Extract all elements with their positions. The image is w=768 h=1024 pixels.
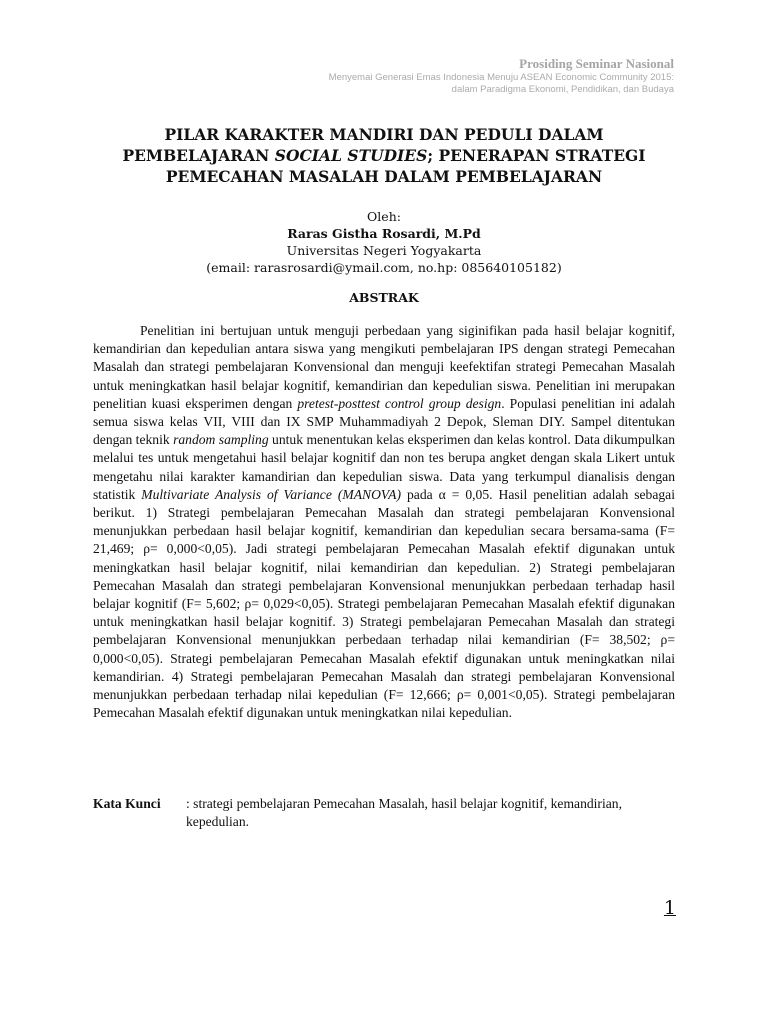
author-affiliation: Universitas Negeri Yogyakarta xyxy=(286,243,482,258)
author-contact: (email: rarasrosardi@ymail.com, no.hp: 085640105182) xyxy=(206,260,562,275)
title-line2-post: ; PENERAPAN STRATEGI xyxy=(427,146,646,165)
author-oleh: Oleh: xyxy=(367,209,401,224)
abstract-italic3: Multivariate Analysis of Variance (MANOVA) xyxy=(141,486,402,502)
header-subtitle-line1: Menyemai Generasi Emas Indonesia Menuju ASEAN Economic Community 2015: xyxy=(328,72,674,83)
title-line2-pre: PEMBELAJARAN xyxy=(122,146,275,165)
title-line2-italic: SOCIAL STUDIES xyxy=(274,146,428,165)
title-line1: PILAR KARAKTER MANDIRI DAN PEDULI DALAM xyxy=(164,125,604,144)
author-name: Raras Gistha Rosardi, M.Pd xyxy=(287,226,481,241)
keywords-label: Kata Kunci xyxy=(93,796,161,811)
keywords-value: : strategi pembelajaran Pemecahan Masalah, hasil belajar kognitif, kemandirian, kepedulian. xyxy=(186,796,622,829)
paper-title xyxy=(92,124,676,187)
journal-name: Prosiding Seminar Nasional xyxy=(519,56,674,71)
abstract-part1: Penelitian ini bertujuan untuk menguji perbedaan yang siginifikan pada hasil belajar kognitif, kemandirian dan kepedulian antara siswa yang mengikuti pembelajaran IPS dengan strategi Pemecahan Masalah dan strategi pembelajaran Konvensional dan menguji keefektifan strategi Pemecahan Masalah untuk meningkatkan hasil belajar kognitif, kemandirian dan kepedulian siswa. Penelitian ini merupakan penelitian kuasi eksperimen dengan xyxy=(93,323,675,411)
header-subtitle-line2: dalam Paradigma Ekonomi, Pendidikan, dan Budaya xyxy=(451,84,674,95)
title-line2 xyxy=(92,145,676,166)
title-line3: PEMECAHAN MASALAH DALAM PEMBELAJARAN xyxy=(165,167,603,186)
abstract-italic1: pretest-posttest control group design xyxy=(297,395,502,411)
abstract-part3: untuk menentukan kelas eksperimen dan kelas kontrol. Data dikumpulkan melalui tes untuk mengetahui hasil belajar kognitif dan non tes berupa angket dengan skala Likert untuk mengetahu nilai karakter kamandirian dan kepedulian siswa. Data yang terkumpul dianalisis dengan statistik xyxy=(93,432,676,502)
author-block xyxy=(92,208,676,276)
abstract-part4: pada α = 0,05. Hasil penelitian adalah sebagai berikut. 1) Strategi pembelajaran Pemecahan Masalah dan strategi pembelajaran Konvensional menunjukkan perbedaan hasil belajar kognitif, kemandirian dan kepedulian secara bersama-sama (F= 21,469; ρ= 0,000<0,05). Jadi strategi pembelajaran Pemecahan Masalah efektif digunakan untuk meningkatkan hasil belajar kognitif, nilai kemandirian dan kepedulian. 2) Strategi pembelajaran Pemecahan Masalah dan strategi pembelajaran Konvensional menunjukkan perbedaan terhadap hasil belajar kognitif (F= 5,602; ρ= 0,029<0,05). Strategi pembelajaran Pemecahan Masalah efektif digunakan untuk meningkatkan hasil belajar kognitif. 3) Strategi pembelajaran Pemecahan Masalah dan strategi pembelajaran Konvensional menunjukkan perbedaan terhadap nilai kemandirian (F= 38,502; ρ= 0,000<0,05). Strategi pembelajaran Pemecahan Masalah efektif digunakan untuk meningkatkan nilai kemandirian. 4) Strategi pembelajaran Pemecahan Masalah dan strategi pembelajaran Konvensional menunjukkan perbedaan terhadap nilai kepedulian (F= 12,666; ρ= 0,001<0,05). Strategi pembelajaran Pemecahan Masalah efektif digunakan untuk meningkatkan nilai kepedulian. xyxy=(93,486,675,721)
abstract-heading: ABSTRAK xyxy=(349,290,419,305)
abstract-text xyxy=(93,322,675,722)
abstract-part2: . Populasi penelitian ini adalah semua siswa kelas VII, VIII dan IX SMP Muhammadiyah 2 Depok, Sleman DIY. Sampel ditentukan dengan teknik xyxy=(93,395,675,448)
running-header xyxy=(329,56,674,96)
abstract-italic2: random sampling xyxy=(173,432,269,448)
page-number: 1 xyxy=(663,897,676,919)
